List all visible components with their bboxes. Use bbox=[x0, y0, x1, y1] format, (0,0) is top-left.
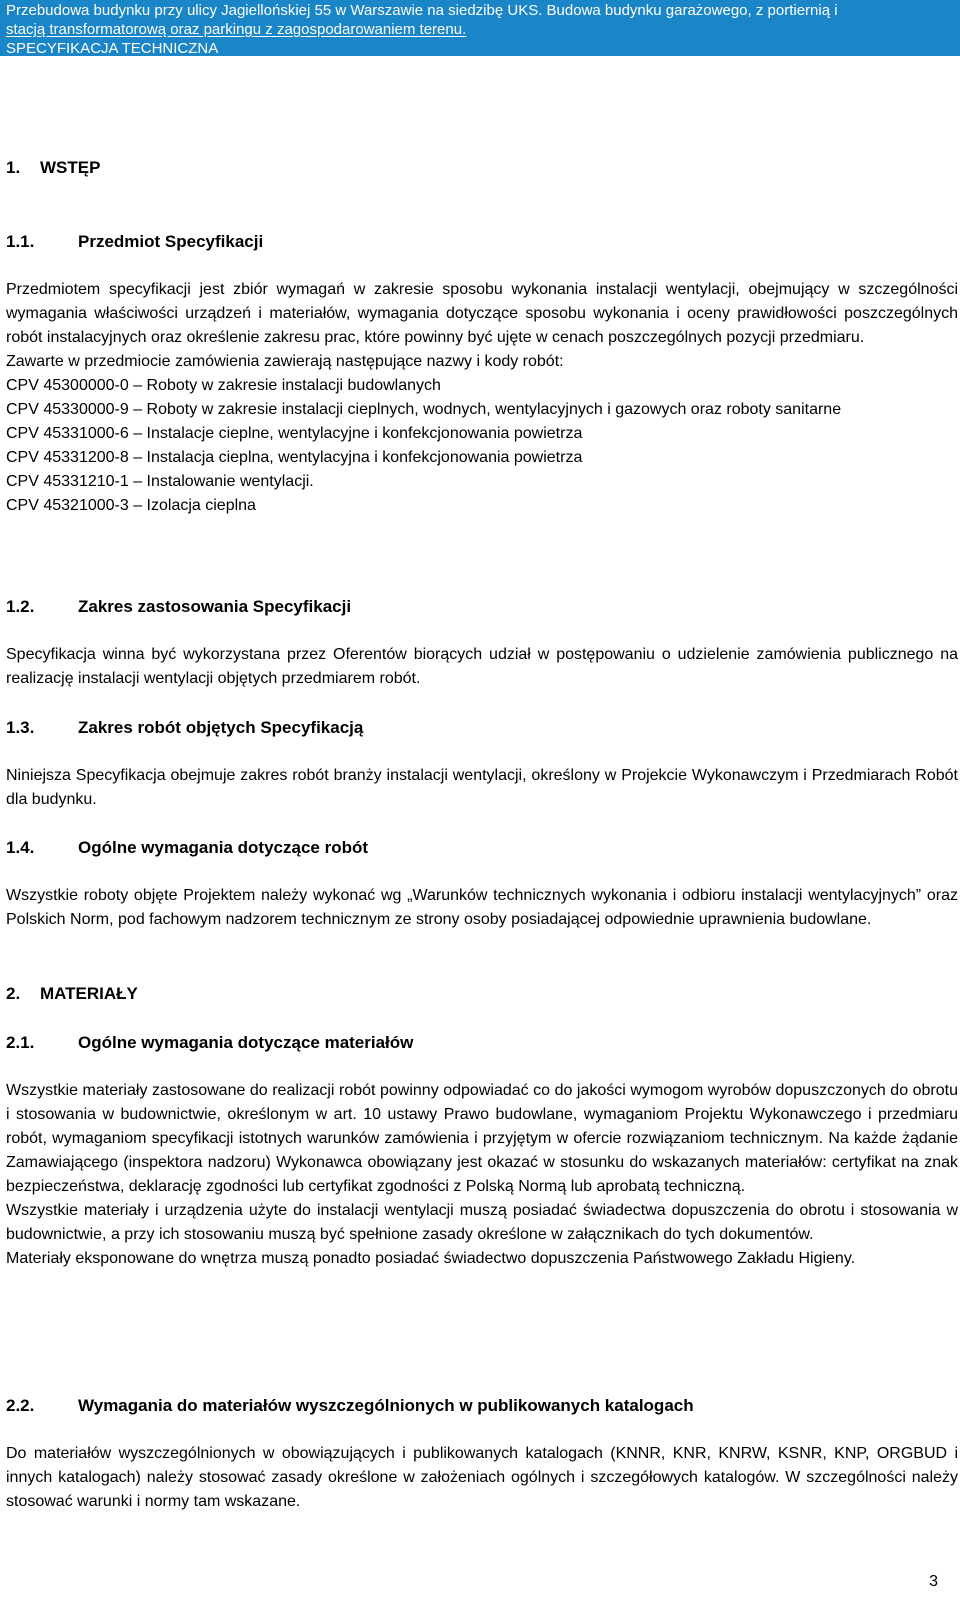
section-2-2-body bbox=[6, 1442, 958, 1514]
section-1-1-heading bbox=[6, 230, 263, 254]
paragraph: Wszystkie materiały zastosowane do realizacji robót powinny odpowiadać co do jakości wymogom wyrobów dopuszczonych do obrotu i stosowania w budownictwie, określonym w art. 10 ustawy Prawo budowlane, wymaganiom Projektu Wykonawczego i przedmiaru robót, wymaganiom specyfikacji istotnych warunków zamówienia i przyjętym w ofercie rozwiązaniom technicznym. Na każde żądanie Zamawiającego (inspektora nadzoru) Wykonawca obowiązany jest okazać w stosunku do wskazanych materiałów: certyfikat na znak bezpieczeństwa, deklarację zgodności lub certyfikat zgodności z Polską Normą lub aprobatą techniczną. bbox=[6, 1082, 958, 1195]
section-title: Przedmiot Specyfikacji bbox=[78, 232, 264, 251]
section-number: 1.4. bbox=[6, 838, 35, 857]
section-number: 2.1. bbox=[6, 1033, 35, 1052]
paragraph: Wszystkie materiały i urządzenia użyte do instalacji wentylacji muszą posiadać świadectwa dopuszczenia do obrotu i stosowania w budownictwie, a przy ich stosowaniu muszą być spełnione zasady określone w załącznikach do tych dokumentów. bbox=[6, 1202, 958, 1243]
cpv-item: CPV 45331200-8 – Instalacja cieplna, wentylacyjna i konfekcjonowania powietrza bbox=[6, 449, 583, 466]
section-1-2-body bbox=[6, 643, 958, 691]
section-1-4-heading bbox=[6, 836, 368, 860]
section-1-3-heading bbox=[6, 716, 363, 740]
page-number: 3 bbox=[929, 1573, 938, 1590]
paragraph: Wszystkie roboty objęte Projektem należy wykonać wg „Warunków technicznych wykonania i odbioru instalacji wentylacyjnych” oraz Polskich Norm, pod fachowym nadzorem technicznym ze strony osoby posiadającej odpowiednie uprawnienia budowlane. bbox=[6, 887, 958, 928]
section-title: Zakres zastosowania Specyfikacji bbox=[78, 597, 352, 616]
section-title: Wymagania do materiałów wyszczególnionych w publikowanych katalogach bbox=[78, 1396, 694, 1415]
section-1-2-heading bbox=[6, 595, 351, 619]
page-header bbox=[0, 0, 960, 56]
section-title: WSTĘP bbox=[40, 158, 101, 177]
header-line-3: SPECYFIKACJA TECHNICZNA bbox=[6, 40, 219, 57]
section-1-4-body bbox=[6, 884, 958, 932]
section-2-1-heading bbox=[6, 1031, 413, 1055]
section-title: MATERIAŁY bbox=[40, 984, 138, 1003]
section-title: Ogólne wymagania dotyczące robót bbox=[78, 838, 369, 857]
section-1-1-body bbox=[6, 278, 958, 518]
section-2-2-heading bbox=[6, 1394, 694, 1418]
section-title: Ogólne wymagania dotyczące materiałów bbox=[78, 1033, 414, 1052]
paragraph: Materiały eksponowane do wnętrza muszą ponadto posiadać świadectwo dopuszczenia Państwowego Zakładu Higieny. bbox=[6, 1250, 856, 1267]
section-1-3-body bbox=[6, 764, 958, 812]
paragraph: Niniejsza Specyfikacja obejmuje zakres robót branży instalacji wentylacji, określony w Projekcie Wykonawczym i Przedmiarach Robót dla budynku. bbox=[6, 767, 958, 808]
paragraph: Specyfikacja winna być wykorzystana przez Oferentów biorących udział w postępowaniu o udzielenie zamówienia publicznego na realizację instalacji wentylacji objętych przedmiarem robót. bbox=[6, 646, 958, 687]
header-line-1: Przebudowa budynku przy ulicy Jagiellońskiej 55 w Warszawie na siedzibę UKS. Budowa budynku garażowego, z portiernią i bbox=[6, 2, 838, 19]
paragraph: Do materiałów wyszczególnionych w obowiązujących i publikowanych katalogach (KNNR, KNR, KNRW, KSNR, KNP, ORGBUD i innych katalogach) należy stosować zasady określone w założeniach ogólnych i szczegółowych katalogów. W szczególności należy stosować warunki i normy tam wskazane. bbox=[6, 1445, 958, 1510]
section-number: 2.2. bbox=[6, 1396, 35, 1415]
section-number: 1.2. bbox=[6, 597, 35, 616]
cpv-item: CPV 45321000-3 – Izolacja cieplna bbox=[6, 497, 256, 514]
section-number: 1.1. bbox=[6, 232, 35, 251]
cpv-item: CPV 45331000-6 – Instalacje cieplne, wentylacyjne i konfekcjonowania powietrza bbox=[6, 425, 583, 442]
paragraph: Zawarte w przedmiocie zamówienia zawierają następujące nazwy i kody robót: bbox=[6, 353, 564, 370]
section-number: 1.3. bbox=[6, 718, 35, 737]
section-2-heading bbox=[6, 982, 138, 1006]
paragraph: Przedmiotem specyfikacji jest zbiór wymagań w zakresie sposobu wykonania instalacji wentylacji, obejmujący w szczególności wymagania właściwości urządzeń i materiałów, wymagania dotyczące sposobu wykonania i oceny prawidłowości poszczególnych robót instalacyjnych oraz określenie zakresu prac, które powinny być ujęte w cenach poszczególnych pozycji przedmiaru. bbox=[6, 281, 958, 346]
cpv-item: CPV 45330000-9 – Roboty w zakresie instalacji cieplnych, wodnych, wentylacyjnych i gazowych oraz roboty sanitarne bbox=[6, 401, 842, 418]
cpv-item: CPV 45331210-1 – Instalowanie wentylacji. bbox=[6, 473, 314, 490]
section-number: 1. bbox=[6, 158, 21, 177]
section-number: 2. bbox=[6, 984, 21, 1003]
section-2-1-body bbox=[6, 1079, 958, 1271]
cpv-item: CPV 45300000-0 – Roboty w zakresie instalacji budowlanych bbox=[6, 377, 441, 394]
header-line-2: stacją transformatorową oraz parkingu z zagospodarowaniem terenu. bbox=[6, 21, 467, 38]
section-title: Zakres robót objętych Specyfikacją bbox=[78, 718, 364, 737]
section-1-heading bbox=[6, 156, 100, 180]
